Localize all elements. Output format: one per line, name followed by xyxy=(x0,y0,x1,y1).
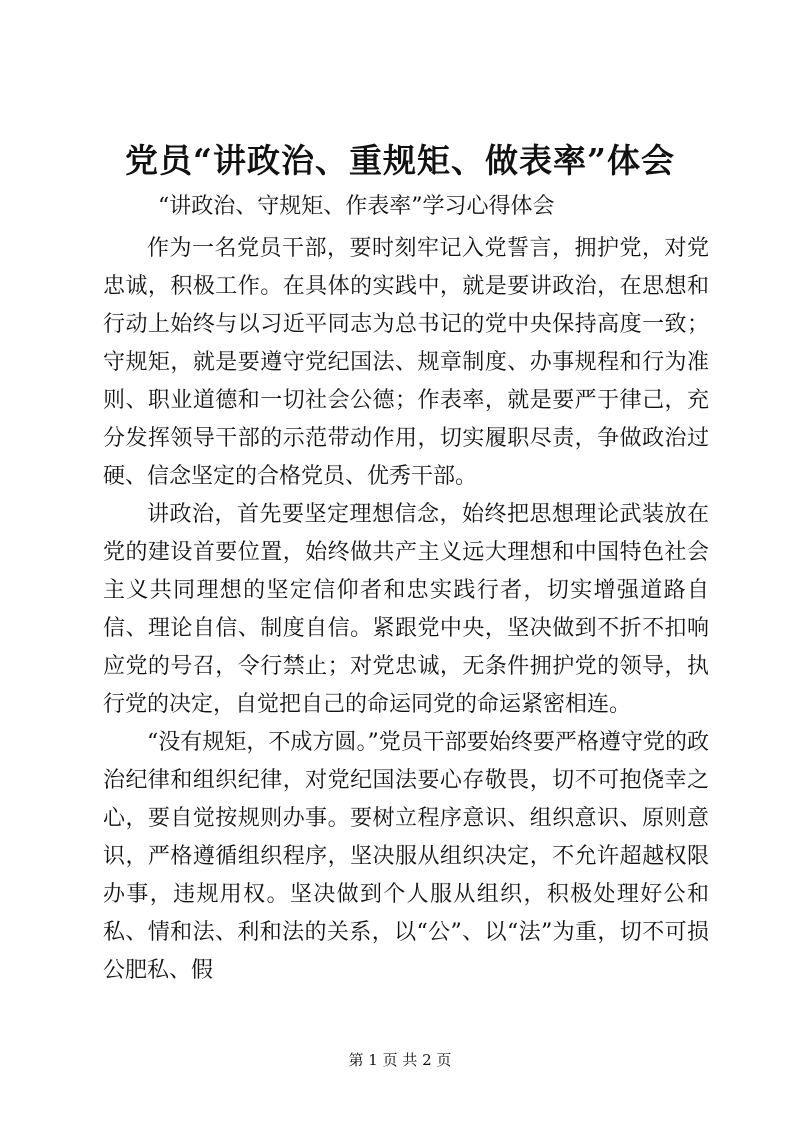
paragraph: 作为一名党员干部，要时刻牢记入党誓言，拥护党，对党忠诚，积极工作。在具体的实践中，就是要讲政治，在思想和行动上始终与以习近平同志为总书记的党中央保持高度一致；守规矩，就是要遵守党纪国法、规章制度、办事规程和行为准则、职业道德和一切社会公德；作表率，就是要严于律己，充分发挥领导干部的示范带动作用，切实履职尽责，争做政治过硬、信念坚定的合格党员、优秀干部。 xyxy=(103,236,709,489)
document-body xyxy=(103,230,709,990)
document-subtitle: “讲政治、守规矩、作表率”学习心得体会 xyxy=(158,194,555,219)
paragraph: “没有规矩，不成方圆。”党员干部要始终要严格遵守党的政治纪律和组织纪律，对党纪国法要心存敬畏，切不可抱侥幸之心，要自觉按规则办事。要树立程序意识、组织意识、原则意识，严格遵循组织程序，坚决服从组织决定，不允许超越权限办事，违规用权。坚决做到个人服从组织，积极处理好公和私、情和法、利和法的关系，以“公”、以“法”为重，切不可损公肥私、假 xyxy=(103,730,709,983)
document-title: 党员“讲政治、重规矩、做表率”体会 xyxy=(125,141,675,180)
page-number-footer: 第 1 页 共 2 页 xyxy=(348,1051,452,1069)
paragraph: 讲政治，首先要坚定理想信念，始终把思想理论武装放在党的建设首要位置，始终做共产主义远大理想和中国特色社会主义共同理想的坚定信仰者和忠实践行者，切实增强道路自信、理论自信、制度自信。紧跟党中央，坚决做到不折不扣响应党的号召，令行禁止；对党忠诚，无条件拥护党的领导，执行党的决定，自觉把自己的命运同党的命运紧密相连。 xyxy=(103,502,709,717)
